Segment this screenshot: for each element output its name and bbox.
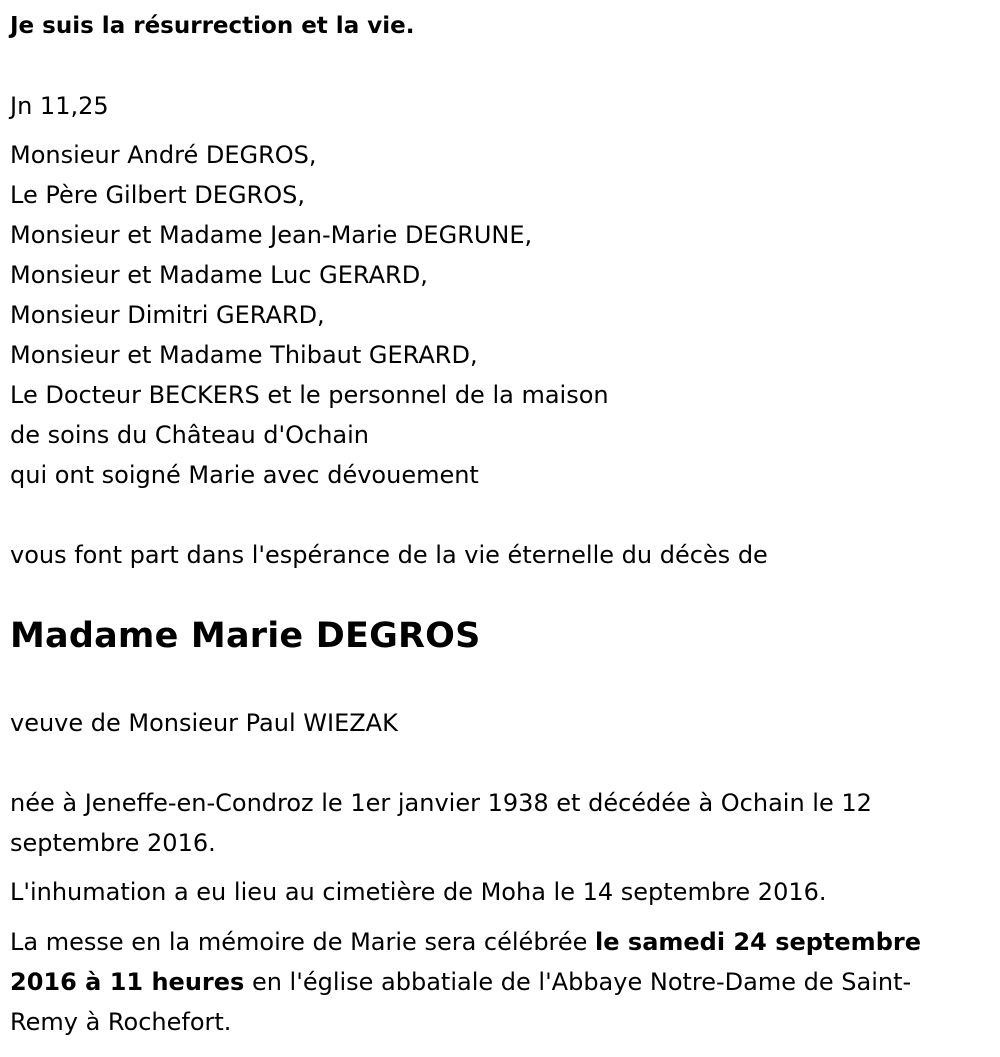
family-member: Monsieur et Madame Thibaut GERARD, [10,341,478,369]
widow-of: veuve de Monsieur Paul WIEZAK [10,709,398,737]
family-member: Monsieur André DEGROS, [10,141,317,169]
mass-text-before: La messe en la mémoire de Marie sera célébrée [10,928,596,956]
announcement: vous font part dans l'espérance de la vie éternelle du décès de [10,541,768,569]
mass-date-time: le samedi 24 septembre 2016 à 11 heures [10,928,921,996]
family-list [10,135,609,495]
scripture-verse: Je suis la résurrection et la vie. [10,13,415,39]
family-member: qui ont soigné Marie avec dévouement [10,461,479,489]
family-member: Le Docteur BECKERS et le personnel de la maison [10,381,609,409]
family-member: Le Père Gilbert DEGROS, [10,181,305,209]
burial-info: L'inhumation a eu lieu au cimetière de Moha le 14 septembre 2016. [10,878,827,906]
family-member: Monsieur Dimitri GERARD, [10,301,325,329]
scripture-reference: Jn 11,25 [10,92,109,120]
mass-text-after: en l'église abbatiale de l'Abbaye Notre-Dame de Saint-Remy à Rochefort. [10,968,912,1036]
deceased-name: Madame Marie DEGROS [10,616,481,656]
family-member: de soins du Château d'Ochain [10,421,370,449]
mass-info [10,922,975,1042]
family-member: Monsieur et Madame Jean-Marie DEGRUNE, [10,221,533,249]
family-member: Monsieur et Madame Luc GERARD, [10,261,428,289]
birth-death-info: née à Jeneffe-en-Condroz le 1er janvier 1938 et décédée à Ochain le 12 septembre 2016. [10,789,872,857]
